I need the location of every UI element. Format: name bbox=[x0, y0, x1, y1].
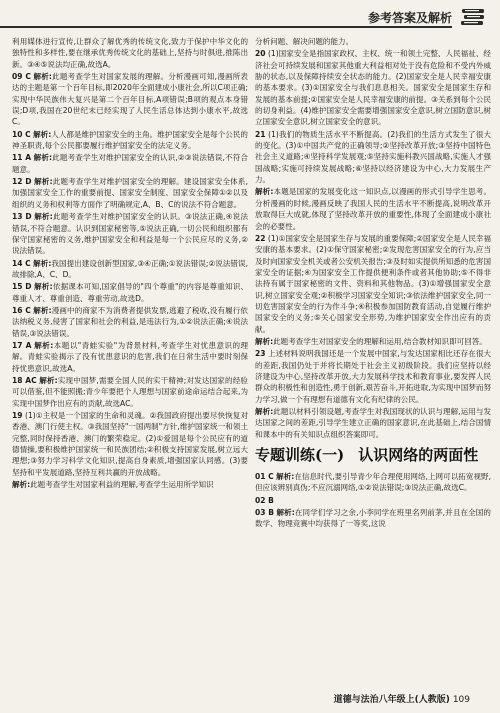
answer-number: 23 bbox=[255, 349, 266, 359]
answer-number: 01 C bbox=[255, 472, 274, 482]
answer-text: 此题考查学生对维护国家安全的理解。建设国家安全体系,加强国家安全工作的重要前提、国家安全制度、国家安全保障①②以及组织的义务和权利等方面作了明确规定,A、B、C的说法不符合题意。 bbox=[12, 177, 248, 209]
analysis-label: 解析: bbox=[276, 508, 295, 518]
answer-text: 在同学们学习之余,小李同学在班里名列前茅,并且在全国的数学、物理竞赛中均获得了一等奖,这说 bbox=[255, 508, 491, 529]
answer-entry bbox=[255, 471, 491, 494]
answer-entry bbox=[12, 410, 248, 478]
answer-entry bbox=[255, 36, 491, 47]
answer-number: 13 D bbox=[12, 212, 32, 222]
section-title bbox=[255, 445, 491, 465]
answer-text: 我国提出建设创新型国家,③④正确;①说法错误;②说法错误,故排除,A、C、D。 bbox=[12, 258, 248, 279]
answer-number: 12 D bbox=[12, 177, 32, 187]
answer-entry bbox=[12, 258, 248, 281]
header-title: 参考答案及解析 bbox=[367, 11, 452, 25]
answer-number: 16 C bbox=[12, 305, 31, 315]
analysis-label: 解析: bbox=[33, 153, 53, 163]
answer-text: 利用媒体进行宣传,让群众了解优秀的传统文化,致力于保护中华文化的独特性和多样性,要在继承优秀传统文化的基础上,坚持与时俱进,推陈出新。③④⑤说法均正确,故选A。 bbox=[12, 37, 248, 69]
answer-number: 20 bbox=[255, 49, 266, 59]
answer-text: 实现中国梦,需要全国人民的实干精神;对发达国家的经验可以借鉴,但不能照搬;青少年要把个人理想与国家前途命运结合起来,为实现中国梦作出应有的贡献,故选AC。 bbox=[12, 375, 248, 408]
analysis-label: 解析: bbox=[34, 340, 54, 350]
answer-text: 此题考查学生对维护国家安全的认识。③说法正确,④说法错误,不符合题意。认识到国家秘密等,⑤说法正确,一切公民和组织都有保守国家秘密的义务,维护国家安全和利益是每一个公民应尽的义务,②说法错误。 bbox=[12, 212, 248, 256]
answer-number: 19 bbox=[12, 411, 23, 420]
answer-number: 03 B bbox=[255, 508, 274, 518]
answer-entry bbox=[255, 495, 491, 506]
page-footer bbox=[334, 692, 470, 705]
answer-number: 22 bbox=[255, 233, 266, 243]
answer-text: 在信息时代,要引导青少年合理使用网络,上网可以拓宽视野,但应该辨别真伪;不应沉溺网络,①②说法错误;③说法正确,故选C。 bbox=[255, 472, 491, 493]
answer-entry bbox=[255, 48, 491, 127]
answer-text: 上述材料说明我国还是一个发展中国家,与发达国家相比还存在很大的差距,我国仍处于并将长期处于社会主义初级阶段。我们应坚持以经济建设为中心,坚持改革开放,大力发展科学技术和教育事业,要发挥人民群众的积极性和创造性,勇于创新,艰苦奋斗,开拓进取,为实现中国梦而努力学习,做一个有理想有道德有文化有纪律的公民。 bbox=[255, 349, 491, 404]
answer-text: 此题考查学生对维护国家安全的认识,②③说法错误,不符合题意。 bbox=[12, 153, 248, 174]
analysis-label: 解析: bbox=[34, 212, 53, 222]
answer-number: 18 AC bbox=[12, 375, 37, 385]
analysis-label: 解析: bbox=[33, 305, 52, 315]
answer-text: 此题考查学生对国家安全的理解和运用,结合教材知识即可回答。 bbox=[273, 336, 487, 346]
analysis-label: 解析: bbox=[33, 72, 52, 82]
answer-text: 本题是国家的发展变化这一知识点,以漫画的形式引导学生思考。分析漫画的时候,漫画反映了我国人民的生活水平不断提高,说明改革开放取得巨大成就,体现了坚持改革开放的重要性,体现了全面建成小康社会的必要性。 bbox=[255, 187, 491, 231]
answer-text: 此题以材料引领设题,考查学生对我国现状的认识与理解,运用与发达国家之间的差距,引导学生建立正确的国家意识,在此基础上,结合国情和课本中的有关知识点组织答案即可。 bbox=[255, 407, 491, 439]
analysis-label: 解析: bbox=[12, 480, 31, 490]
footer-subject: 道德与法治八年级上(人教版) bbox=[333, 695, 450, 705]
analysis-label: 解析: bbox=[33, 258, 52, 268]
analysis-label: 解析: bbox=[34, 282, 53, 292]
answer-entry bbox=[255, 233, 491, 335]
answer-text: (1)我们的物质生活水平不断提高。(2)我们的生活方式发生了很大的变化。(3)①中国共产党的正确领导;②坚持改革开放;③坚持中国特色社会主义道路;④坚持科学发展观;⑤坚持实施科教兴国战略,实施人才强国战略;实施可持续发展战略;⑥坚持以经济建设为中心,大力发展生产力。 bbox=[255, 129, 491, 185]
answer-text: (1)①国家安全是国家生存与发展的重要保障;②国家安全是人民幸福安康的基本要求。(2)①保守国家秘密;②发现危害国家安全的行为,应当及时向国家安全机关或者公安机关报告;③及时如实提供所知悉的危害国家安全的证据;④为国家安全工作提供便利条件或者其他协助;⑤不得非法持有属于国家秘密的文件、资料和其他物品。(3)①增强国家安全意识,树立国家安全观;②积极学习国家安全知识;③依法维护国家安全,同一切危害国家安全的行为作斗争;④积极参加国防教育活动,自觉履行维护国家安全的义务;⑤关心国家安全形势,为维护国家安全作出应有的贡献。 bbox=[255, 233, 491, 334]
analysis-label: 解析: bbox=[255, 407, 274, 416]
answer-text: 分析问题、解决问题的能力。 bbox=[255, 37, 354, 46]
answer-number: 02 B bbox=[255, 495, 274, 505]
answer-entry bbox=[12, 36, 248, 70]
answer-entry bbox=[12, 129, 248, 152]
answer-number: 11 A bbox=[12, 153, 32, 163]
answer-number: 10 C bbox=[12, 129, 31, 139]
left-column bbox=[12, 36, 248, 684]
answer-entry bbox=[12, 176, 248, 210]
page-header bbox=[0, 0, 500, 34]
answer-entry bbox=[255, 507, 491, 530]
answer-entry bbox=[12, 211, 248, 256]
answer-entry bbox=[255, 348, 491, 405]
analysis-label: 解析: bbox=[255, 187, 274, 197]
answer-entry bbox=[255, 129, 491, 186]
answer-text: 此题考查学生对国家发展的理解。分析漫画可知,漫画所表达的主题是第一个百年目标,即2020年全面建成小康社会,所以C项正确;实现中华民族伟大复兴是第二个百年目标,A项错误;B项的观点本身错误;D项,我国在20世纪末已经实现了人民生活总体达到小康水平,故选C。 bbox=[12, 72, 248, 127]
section-title-number: 专题训练(一) bbox=[255, 446, 345, 465]
answer-entry bbox=[255, 186, 491, 231]
answer-text: 漫画中的商家不为消费者提供发票,逃避了税收,没有履行依法纳税义务,侵害了国家和社会的利益,是违法行为,①②说法正确;④说法错误,③说法错误。 bbox=[12, 305, 248, 338]
answer-number: 15 D bbox=[12, 282, 32, 292]
answer-entry bbox=[12, 340, 248, 374]
header-rule bbox=[0, 26, 452, 28]
answer-entry bbox=[12, 152, 248, 175]
answer-text: 依据课本可知,国家倡导的"四个尊重"的内容是尊重知识、尊重人才、尊重创造、尊重劳动,故选D。 bbox=[12, 282, 248, 303]
analysis-label: 解析: bbox=[33, 129, 52, 139]
analysis-label: 解析: bbox=[276, 472, 295, 482]
page-number: 109 bbox=[452, 695, 470, 705]
answer-number: 21 bbox=[255, 129, 266, 139]
analysis-label: 解析: bbox=[34, 177, 53, 187]
answer-text: (1)国家安全是指国家政权、主权、统一和领土完整、人民福祉、经济社会可持续发展和国家其他重大利益相对处于没有危险和不受内外威胁的状态,以及保障持续安全状态的能力。(2)国家安全是人民幸福安康的基本要求。(3)①国家安全与我们息息相关。国家安全是国家生存和发展的基本前提;②国家安全是人民幸福安康的前提。③关系到每个公民的切身利益。(4)维护国家安全需要增强国家安全意识,树立国防意识,树立国家安全意识,树立国家安全的意识。 bbox=[255, 49, 491, 127]
answer-text: (1)①主权是一个国家的生命和灵魂。②我国政府提出要尽快恢复对香港、澳门行使主权。③我国坚持"一国两制"方针,维护国家统一和领土完整,同时保持香港、澳门的繁荣稳定。(2)①爱国是每个公民应有的道德情操,要积极维护国家统一和民族团结;②积极支持国家发展,树立远大理想;③努力学习科学文化知识,提高自身素质,增强国家认同感。(3)要坚持和平发展道路,坚持互利共赢的开放战略。 bbox=[12, 411, 248, 477]
answer-text: 人人都是维护国家安全的主角。维护国家安全是每个公民的神圣职责,每个公民都要履行维护国家安全的法定义务。 bbox=[12, 129, 248, 151]
section-title-topic: 认识网络的两面性 bbox=[358, 446, 479, 465]
analysis-label: 解析: bbox=[39, 375, 58, 385]
answer-entry bbox=[12, 71, 248, 128]
answer-entry bbox=[255, 336, 491, 347]
answer-number: 09 C bbox=[12, 72, 31, 82]
answer-number: 17 A bbox=[12, 340, 32, 350]
answer-text: 本题以"青蛙实验"为背景材料,考查学生对忧患意识的理解。青蛙实验揭示了没有忧患意识的危害,我们在日常生活中要时刻保持忧患意识,故选A。 bbox=[12, 340, 248, 373]
answer-number: 14 C bbox=[12, 258, 31, 268]
analysis-label: 解析: bbox=[255, 336, 274, 346]
answer-entry bbox=[12, 305, 248, 339]
answer-entry bbox=[12, 479, 248, 490]
answer-entry bbox=[12, 281, 248, 304]
answer-text: 此题考查学生对国家利益的理解,考查学生运用所学知识 bbox=[30, 480, 214, 490]
answer-entry bbox=[12, 375, 248, 409]
book-stack-icon bbox=[460, 6, 486, 28]
right-column bbox=[255, 36, 491, 684]
answer-entry bbox=[255, 406, 491, 440]
